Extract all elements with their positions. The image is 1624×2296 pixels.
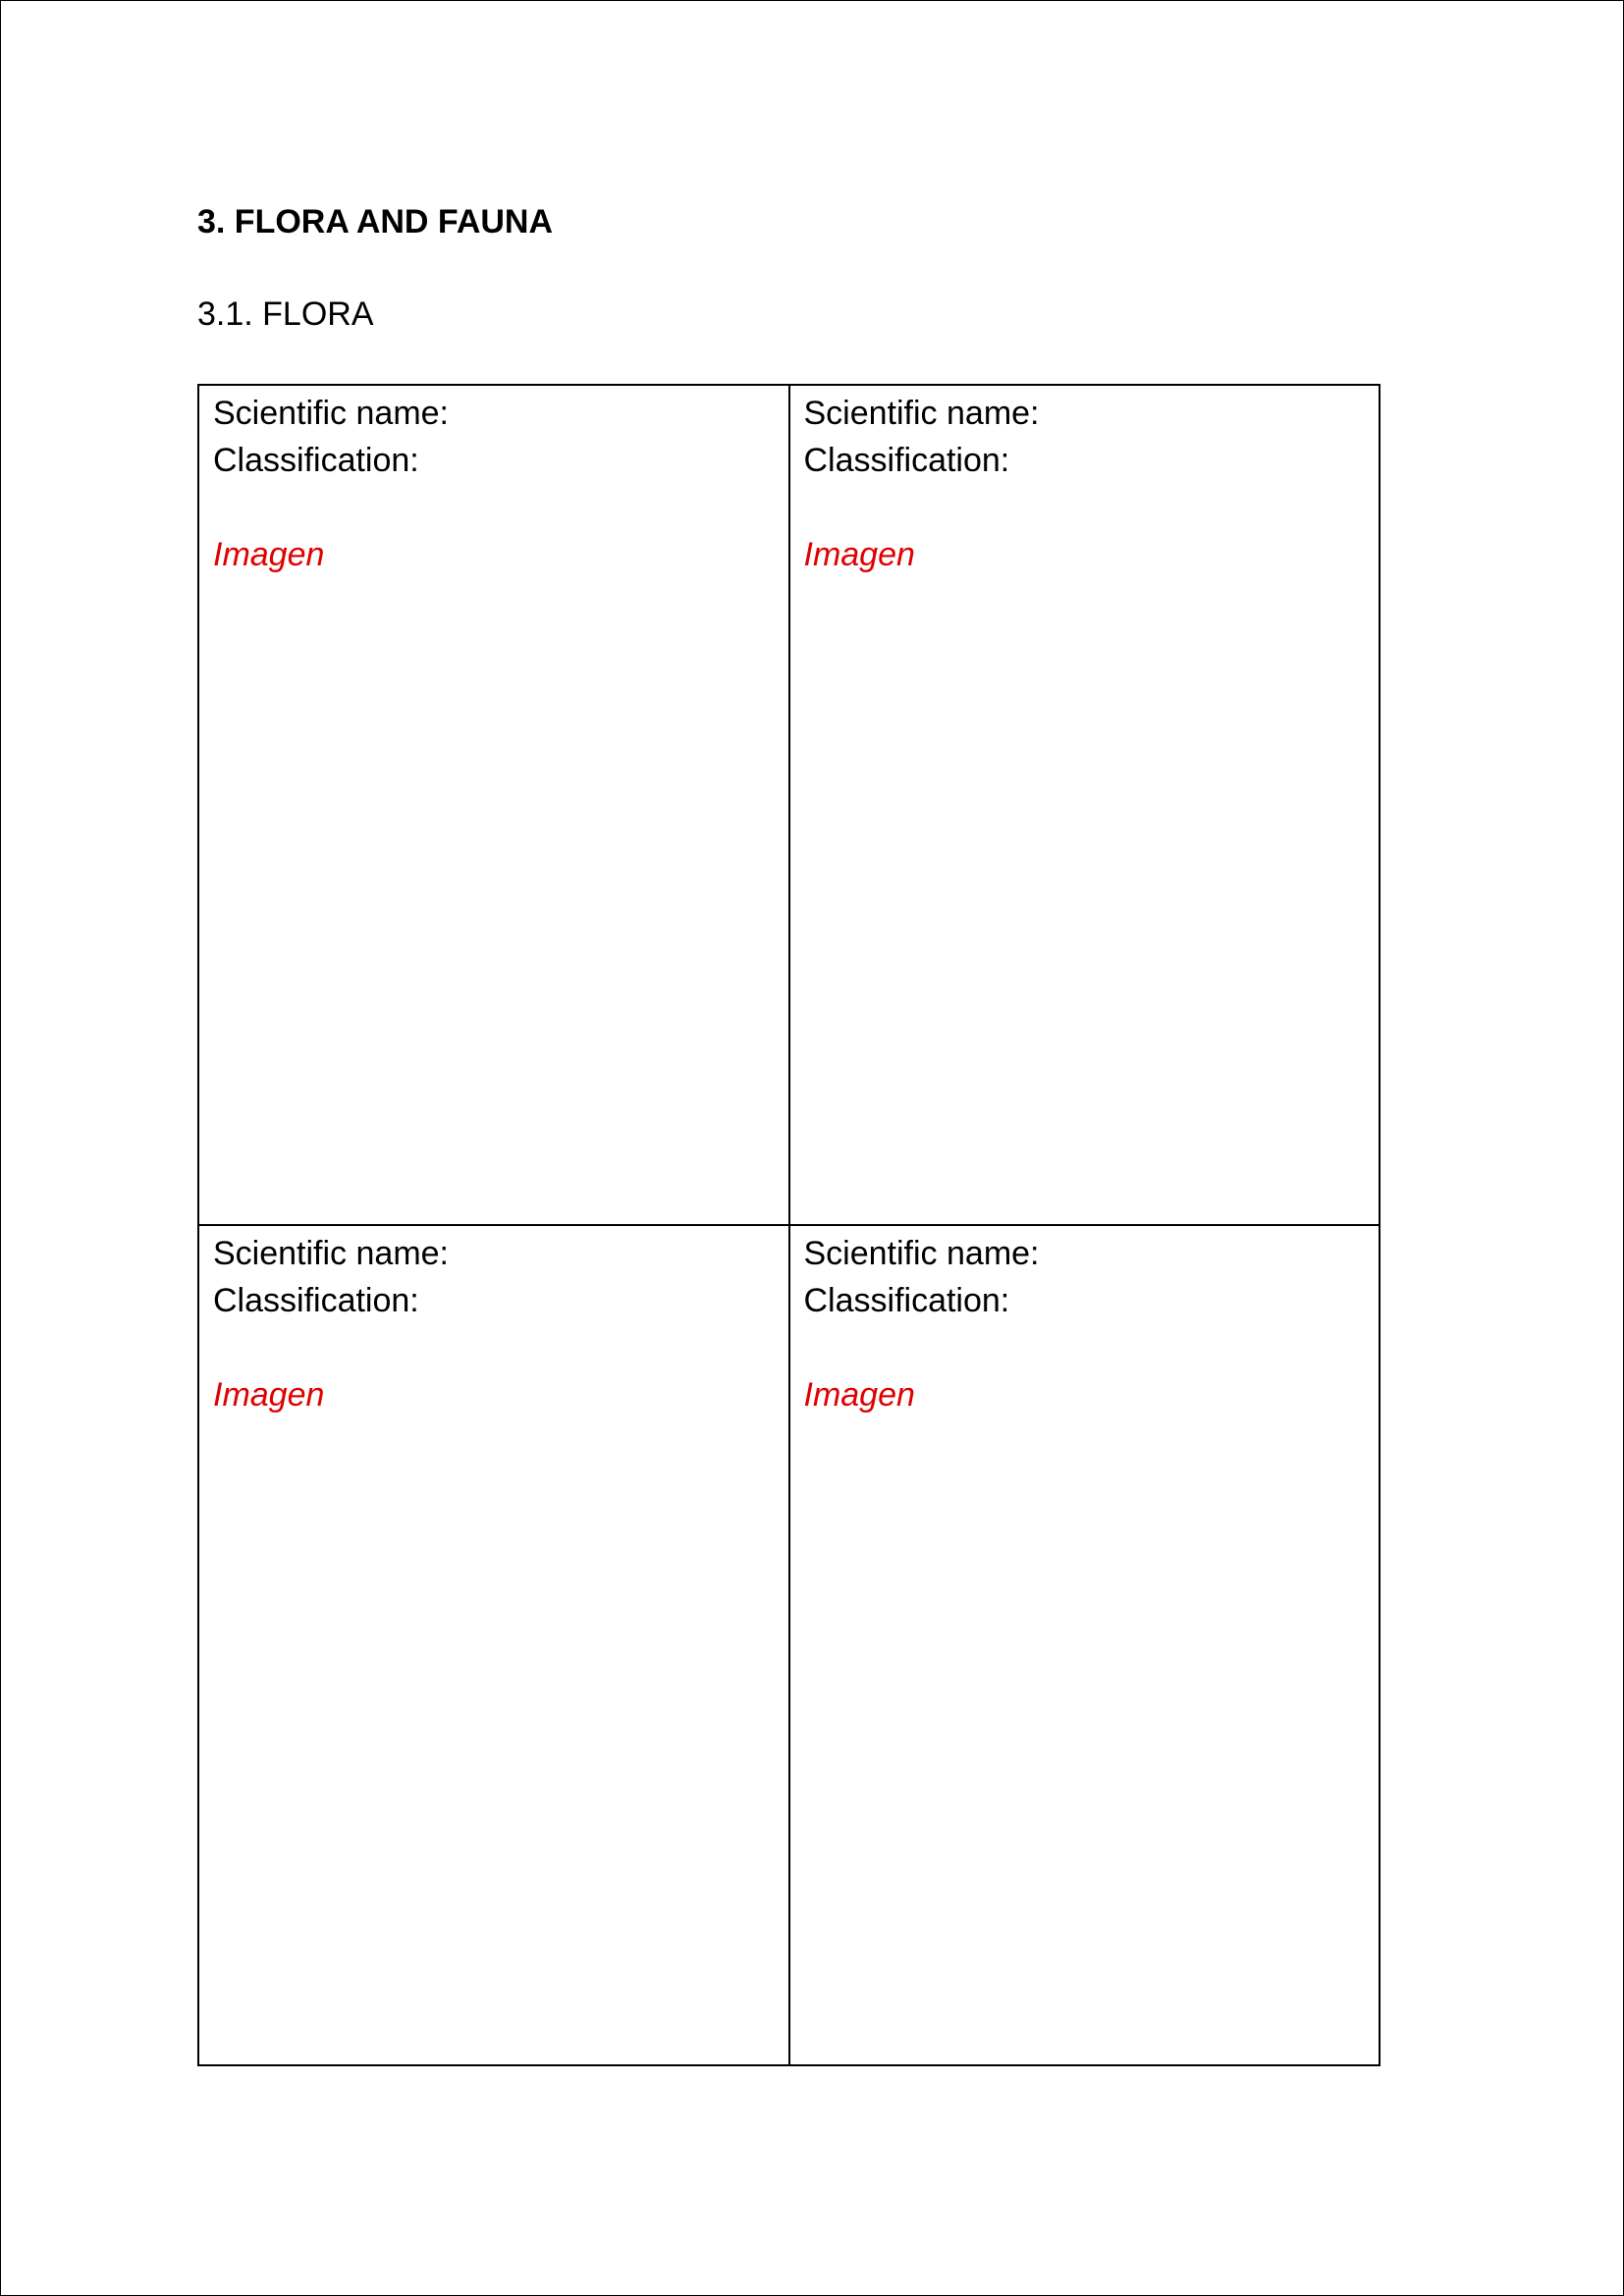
flora-cell [198,1225,789,2065]
flora-cell [789,1225,1380,2065]
image-placeholder: Imagen [803,1376,915,1414]
flora-cell [198,385,789,1225]
section-title: 3. FLORA AND FAUNA [197,203,554,240]
spacer [804,1324,1366,1371]
scientific-name-label: Scientific name: [213,1235,449,1272]
classification-label: Classification: [213,442,419,479]
spacer [213,1324,775,1371]
scientific-name-label: Scientific name: [213,395,449,432]
scientific-name-label: Scientific name: [803,395,1040,432]
classification-label: Classification: [803,1282,1010,1319]
image-placeholder: Imagen [803,536,915,573]
subsection-title: 3.1. FLORA [197,295,374,333]
image-placeholder: Imagen [213,1376,325,1414]
classification-label: Classification: [213,1282,419,1319]
table-row [198,1225,1380,2065]
spacer [804,484,1366,531]
flora-cell [789,385,1380,1225]
scientific-name-label: Scientific name: [803,1235,1040,1272]
image-placeholder: Imagen [213,536,325,573]
spacer [213,484,775,531]
classification-label: Classification: [803,442,1010,479]
table-row [198,385,1380,1225]
flora-table [197,384,1380,2066]
